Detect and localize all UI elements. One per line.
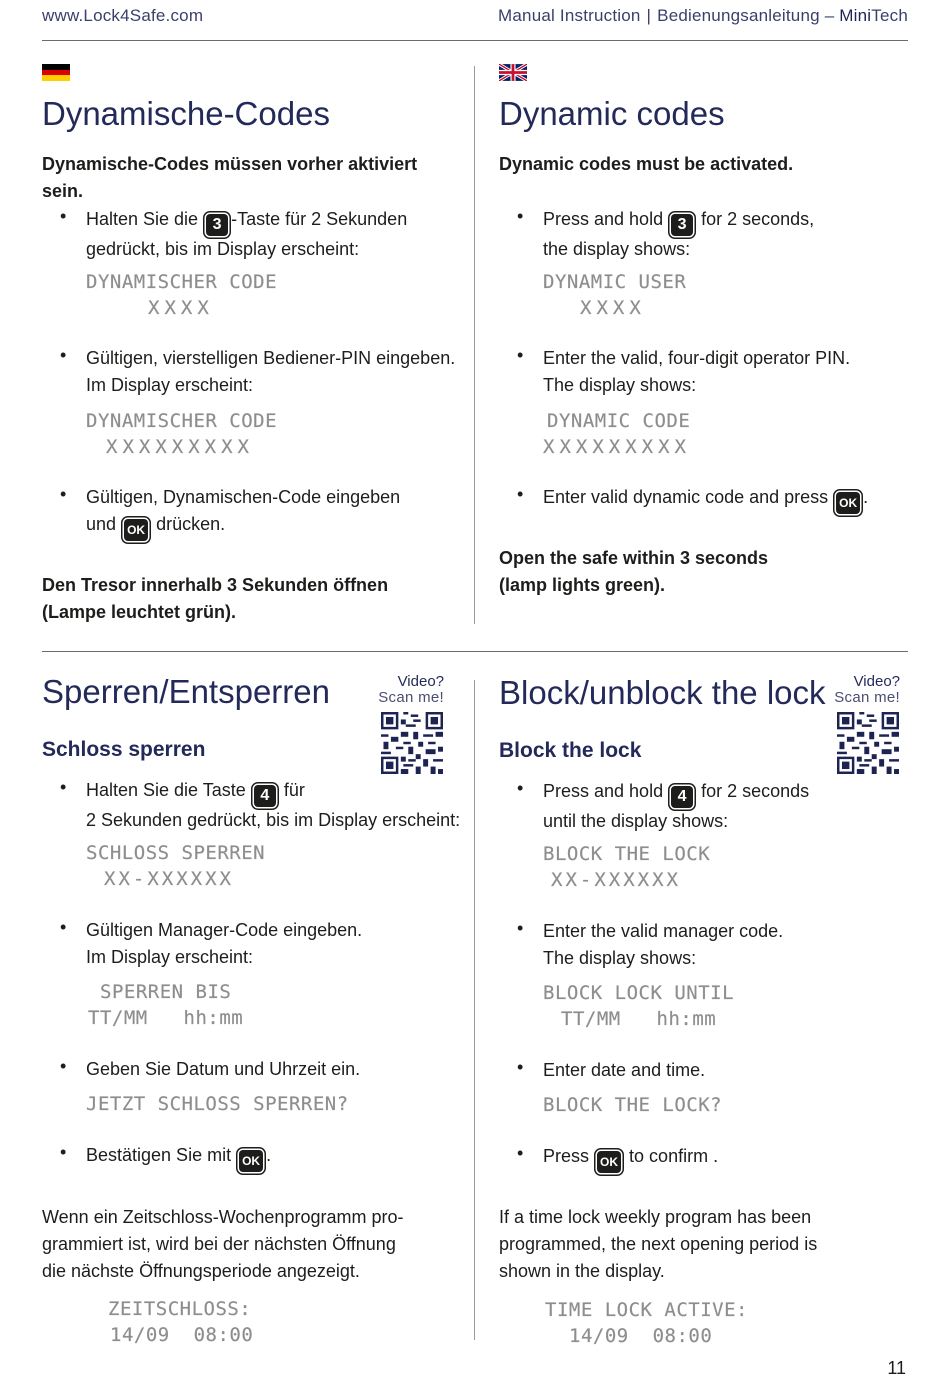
column-divider-top [474, 66, 475, 624]
bullet: • [60, 1056, 67, 1076]
section-subtitle: Block the lock [499, 739, 642, 762]
outro-line: (lamp lights green). [499, 575, 666, 595]
step-text: Gültigen, Dynamischen-Code eingeben [86, 487, 401, 507]
outro-line: (Lampe leuchtet grün). [42, 602, 237, 622]
product-name-a: Mini [839, 6, 872, 25]
step-text: to confirm . [629, 1146, 719, 1166]
product-name-b: Tech [871, 6, 908, 25]
step-text: The display shows: [543, 375, 697, 395]
qr-video-label: Video? [853, 673, 900, 690]
step-text: und [86, 514, 117, 534]
display-line: BLOCK LOCK UNTIL [543, 982, 735, 1004]
qr-scan-label: Scan me! [834, 689, 900, 706]
outro-text [42, 572, 462, 626]
bullet: • [60, 777, 67, 797]
outro-line: grammiert ist, wird bei der nächsten Öffnung [42, 1234, 396, 1254]
qr-scan-label: Scan me! [378, 689, 444, 706]
display-line: SCHLOSS SPERREN [86, 842, 266, 864]
outro-line: Wenn ein Zeitschloss-Wochenprogramm pro- [42, 1207, 404, 1227]
step-text: Geben Sie Datum und Uhrzeit ein. [86, 1059, 361, 1079]
step-text: Im Display erscheint: [86, 375, 254, 395]
display-line: XX-XXXXXX [551, 869, 681, 891]
step-text: . [863, 487, 869, 507]
step-text: Enter valid dynamic code and press [543, 487, 829, 507]
outro-line: die nächste Öffnungsperiode angezeigt. [42, 1261, 360, 1281]
display-line: TIME LOCK ACTIVE: [545, 1299, 748, 1321]
bullet: • [517, 345, 524, 365]
ok-key-icon: OK [597, 1151, 621, 1173]
bullet: • [517, 484, 524, 504]
section-subtitle: Schloss sperren [42, 738, 206, 761]
bullet: • [517, 918, 524, 938]
section-title: Dynamische-Codes [42, 95, 330, 132]
display-line: TT/MM hh:mm [88, 1007, 244, 1029]
qr-block[interactable] [810, 674, 900, 706]
bullet: • [60, 206, 67, 226]
step-text: Press and hold [543, 209, 664, 229]
bullet: • [60, 1142, 67, 1162]
display-line: JETZT SCHLOSS SPERREN? [86, 1093, 349, 1115]
key-4-icon: 4 [671, 786, 693, 808]
manual-title-en: Manual Instruction [498, 6, 641, 25]
bullet: • [517, 206, 524, 226]
key-4-icon: 4 [254, 785, 276, 807]
section-dynamic-codes-de [42, 62, 456, 642]
page-number: 11 [887, 1358, 906, 1378]
outro-text [499, 1204, 919, 1285]
display-line: BLOCK THE LOCK? [543, 1094, 723, 1116]
outro-line: If a time lock weekly program has been [499, 1207, 812, 1227]
display-line: TT/MM hh:mm [561, 1008, 717, 1030]
step-text: für [283, 780, 305, 800]
step-text: Bestätigen Sie mit [86, 1145, 232, 1165]
display-line: 14/09 08:00 [569, 1325, 713, 1347]
step-text: 2 Sekunden gedrückt, bis im Display erscheint: [86, 810, 461, 830]
step-text: Enter the valid manager code. [543, 921, 784, 941]
manual-header [498, 6, 908, 26]
display-line: XXXX [580, 297, 646, 319]
step-text: until the display shows: [543, 811, 729, 831]
header-separator: | [646, 6, 652, 25]
bullet: • [60, 917, 67, 937]
website-url[interactable]: www.Lock4Safe.com [42, 6, 204, 25]
display-line: XXXXXXXXX [106, 436, 254, 458]
outro-line: shown in the display. [499, 1261, 665, 1281]
display-line: DYNAMISCHER CODE [86, 271, 278, 293]
header-divider [42, 40, 908, 41]
step-text: for 2 seconds [701, 781, 810, 801]
display-line: 14/09 08:00 [110, 1324, 254, 1346]
qr-code-icon[interactable] [837, 712, 899, 774]
display-line: SPERREN BIS [100, 981, 232, 1003]
display-line: XXXX [148, 297, 214, 319]
display-line: BLOCK THE LOCK [543, 843, 711, 865]
ok-key-icon: OK [124, 519, 148, 541]
ok-key-icon: OK [836, 492, 860, 514]
display-line: DYNAMIC CODE [547, 410, 691, 432]
german-flag-icon [42, 64, 70, 81]
step-text: Gültigen, vierstelligen Bediener-PIN eingeben. [86, 348, 456, 368]
display-line: XXXXXXXXX [543, 436, 691, 458]
ok-key-icon: OK [239, 1150, 263, 1172]
step-text: Press and hold [543, 781, 664, 801]
step-text: . [266, 1145, 272, 1165]
display-line: DYNAMISCHER CODE [86, 410, 278, 432]
section-title: Sperren/Entsperren [42, 673, 330, 710]
section-lock-en [499, 668, 909, 1358]
step-text: Halten Sie die [86, 209, 199, 229]
outro-text [42, 1204, 462, 1285]
section-dynamic-codes-en [499, 62, 909, 642]
intro-text: Dynamische-Codes müssen vorher aktiviert sein. [42, 154, 418, 201]
display-line: XX-XXXXXX [104, 868, 234, 890]
outro-line: Open the safe within 3 seconds [499, 548, 769, 568]
step-text: for 2 seconds, [701, 209, 815, 229]
step-text: The display shows: [543, 948, 697, 968]
bullet: • [517, 1057, 524, 1077]
step-text: the display shows: [543, 239, 691, 259]
step-text: drücken. [156, 514, 226, 534]
section-title: Dynamic codes [499, 95, 725, 132]
key-3-icon: 3 [206, 214, 228, 236]
bullet: • [517, 778, 524, 798]
step-text: Press [543, 1146, 590, 1166]
outro-text [499, 545, 919, 599]
key-3-icon: 3 [671, 214, 693, 236]
bullet: • [60, 345, 67, 365]
outro-line: Den Tresor innerhalb 3 Sekunden öffnen [42, 575, 389, 595]
step-text: Halten Sie die Taste [86, 780, 246, 800]
display-line: DYNAMIC USER [543, 271, 687, 293]
step-text: Enter the valid, four-digit operator PIN. [543, 348, 851, 368]
intro-text: Dynamic codes must be activated. [499, 154, 794, 174]
outro-line: programmed, the next opening period is [499, 1234, 818, 1254]
section-title: Block/unblock the lock [499, 674, 826, 711]
step-text: Im Display erscheint: [86, 947, 254, 967]
step-text: Enter date and time. [543, 1060, 706, 1080]
qr-video-label: Video? [397, 673, 444, 690]
display-line: ZEITSCHLOSS: [108, 1298, 252, 1320]
qr-code-icon[interactable] [381, 712, 443, 774]
section-divider [42, 651, 908, 652]
bullet: • [60, 484, 67, 504]
step-text: -Taste für 2 Sekunden [231, 209, 408, 229]
uk-flag-icon [499, 64, 527, 81]
step-text: gedrückt, bis im Display erscheint: [86, 239, 360, 259]
manual-title-de: Bedienungsanleitung – [657, 6, 835, 25]
step-text: Gültigen Manager-Code eingeben. [86, 920, 363, 940]
bullet: • [517, 1143, 524, 1163]
qr-block[interactable] [354, 674, 444, 706]
section-lock-de [42, 668, 461, 1358]
